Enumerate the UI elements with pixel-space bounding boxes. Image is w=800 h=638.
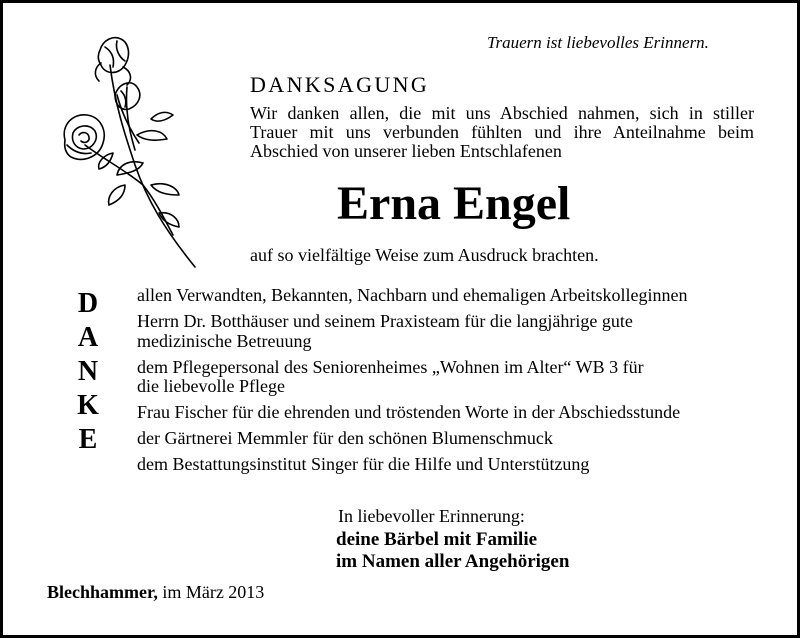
rose-illustration-icon (55, 35, 200, 270)
intro-line: Abschied von unserer lieben Entschlafenen (250, 141, 562, 161)
danke-letter: A (77, 322, 99, 353)
thanks-list (137, 286, 688, 481)
intro-line: Wir danken allen, die mit uns Abschied nahmen, sich in stiller (250, 103, 754, 123)
thanks-item (137, 403, 688, 423)
deceased-name: Erna Engel (337, 177, 571, 230)
thanks-line: die liebevolle Pflege (137, 376, 285, 396)
motto: Trauern ist liebevolles Erinnern. (487, 33, 709, 52)
family-signature (336, 529, 569, 573)
thanks-line: medizinische Betreuung (137, 330, 312, 351)
thanks-item (137, 429, 688, 449)
place-date (47, 582, 264, 603)
danke-letter: D (77, 288, 99, 319)
page-title: DANKSAGUNG (250, 72, 430, 97)
thanks-line: dem Bestattungsinstitut Singer für die Hilfe und Unterstützung (137, 454, 590, 474)
thanks-item (137, 312, 688, 351)
thanks-line: Herrn Dr. Botthäuser und seinem Praxisteam für die langjährige gute (137, 311, 633, 331)
place: Blechhammer, (47, 582, 158, 602)
intro-line: Trauer mit uns verbunden fühlten und ihre Anteilnahme beim (250, 122, 754, 142)
date: im März 2013 (162, 582, 265, 602)
danke-letter: E (78, 424, 98, 455)
danke-vertical (70, 287, 106, 457)
thanks-item (137, 286, 688, 306)
thanks-line: dem Pflegepersonal des Seniorenheimes „Wohnen im Alter“ WB 3 für (137, 356, 644, 377)
thanks-line: der Gärtnerei Memmler für den schönen Blumenschmuck (137, 428, 553, 448)
continuation-line: auf so vielfältige Weise zum Ausdruck brachten. (250, 245, 599, 265)
thanks-item (137, 358, 688, 397)
danke-letter: K (77, 390, 99, 421)
memory-line: In liebevoller Erinnerung: (338, 506, 525, 526)
danke-letter: N (77, 356, 99, 387)
thanks-line: Frau Fischer für die ehrenden und tröstenden Worte in der Abschiedsstunde (137, 402, 681, 422)
thanks-item (137, 455, 688, 475)
thanks-line: allen Verwandten, Bekannten, Nachbarn und ehemaligen Arbeitskolleginnen (137, 285, 688, 305)
family-line: deine Bärbel mit Familie (336, 529, 538, 550)
intro-paragraph (250, 104, 754, 161)
family-line: im Namen aller Angehörigen (336, 551, 570, 572)
